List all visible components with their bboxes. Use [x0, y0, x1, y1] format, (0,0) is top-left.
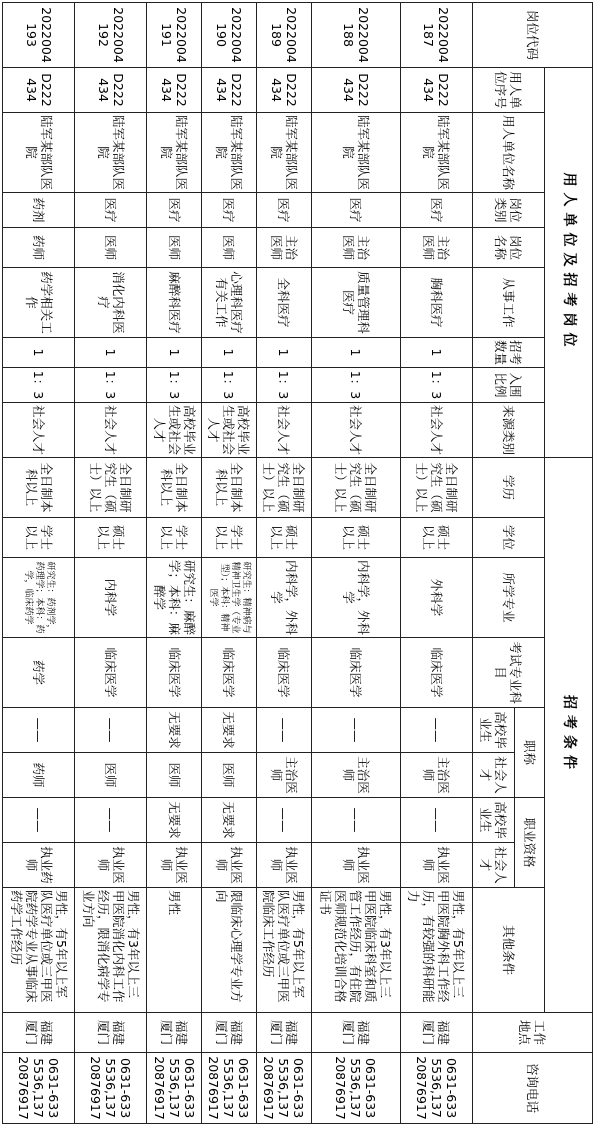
cell-count: 1 [400, 338, 472, 368]
cell-place: 福建厦门 [3, 1013, 75, 1053]
cell-source: 高校毕业生或社会人才 [147, 403, 202, 458]
cell-name: 医师 [202, 228, 257, 268]
cell-seq: D222434 [3, 68, 75, 113]
cell-other: 男性，有3年以上三甲医院临床科室和质管工作经历，有住院医师规范化培训合格证书 [311, 888, 400, 1013]
cell-other: 男性，有5年以上三甲医院胸外科工作经历，有较强的科研能力 [400, 888, 472, 1013]
cell-other: 男性，有5年以上军队医疗单位或三甲医院药学专业从事临床药学工作经历 [3, 888, 75, 1013]
table-row [3, 3, 75, 1124]
cell-qual-grad: 无要求 [202, 798, 257, 843]
cell-exam: 临床医学 [400, 638, 472, 708]
cell-code: 2022004191 [147, 3, 202, 68]
header-qual-social: 社会人才 [473, 843, 515, 888]
header-qual-group: 职业资格 [515, 798, 545, 888]
cell-name: 主治医师 [311, 228, 400, 268]
cell-exam: 临床医学 [256, 638, 311, 708]
cell-code: 2022004193 [3, 3, 75, 68]
header-title-social: 社会人才 [473, 753, 515, 798]
cell-work: 胸科医疗 [400, 268, 472, 338]
cell-qual-grad: —— [75, 798, 147, 843]
cell-type: 医疗 [147, 193, 202, 228]
header-ratio: 入围比例 [473, 368, 545, 403]
cell-exam: 临床医学 [75, 638, 147, 708]
cell-count: 1 [311, 338, 400, 368]
cell-phone: 0631-6335536,13720876917 [400, 1053, 472, 1124]
cell-place: 福建厦门 [400, 1013, 472, 1053]
cell-seq: D222434 [311, 68, 400, 113]
cell-ratio: 1：3 [202, 368, 257, 403]
cell-title-grad: —— [3, 708, 75, 753]
cell-title-grad: 无要求 [202, 708, 257, 753]
cell-degree: 硕士以上 [311, 518, 400, 558]
cell-qual-social: 执业医师 [400, 843, 472, 888]
cell-other: 男性，有5年以上军队医疗单位或三甲医院临床工作经历 [256, 888, 311, 1013]
cell-code: 2022004187 [400, 3, 472, 68]
cell-major: 外科学 [400, 558, 472, 638]
cell-phone: 0631-6335536,13720876917 [256, 1053, 311, 1124]
cell-qual-grad: —— [400, 798, 472, 843]
cell-other: 限临床心理学专业方向 [202, 888, 257, 1013]
cell-code: 2022004190 [202, 3, 257, 68]
header-qual-grad: 高校毕业生 [473, 798, 515, 843]
cell-qual-social: 执业药师 [3, 843, 75, 888]
cell-source: 社会人才 [400, 403, 472, 458]
cell-qual-grad: 无要求 [147, 798, 202, 843]
cell-unit: 陆军某部队医院 [147, 113, 202, 193]
cell-code: 2022004189 [256, 3, 311, 68]
recruitment-table [2, 2, 593, 1124]
cell-ratio: 1：3 [256, 368, 311, 403]
cell-exam: 临床医学 [311, 638, 400, 708]
table-row [202, 3, 257, 1124]
cell-work: 消化内科医疗 [75, 268, 147, 338]
cell-edu: 全日制本科以上 [202, 458, 257, 518]
cell-qual-social: 执业医师 [202, 843, 257, 888]
header-work-place: 工作地点 [473, 1013, 593, 1053]
cell-source: 高校毕业生或社会人才 [202, 403, 257, 458]
cell-title-social: 医师 [202, 753, 257, 798]
cell-other: 男性 [147, 888, 202, 1013]
cell-type: 医疗 [311, 193, 400, 228]
header-post-name: 岗位名称 [473, 228, 545, 268]
cell-seq: D222434 [202, 68, 257, 113]
cell-phone: 0631-6335536,13720876917 [202, 1053, 257, 1124]
cell-phone: 0631-6335536,13720876917 [75, 1053, 147, 1124]
cell-type: 医疗 [202, 193, 257, 228]
cell-edu: 全日制研究生（硕士）以上 [400, 458, 472, 518]
header-other: 其他条件 [473, 888, 545, 1013]
cell-name: 主治医师 [400, 228, 472, 268]
header-title-group: 职称 [515, 708, 545, 798]
cell-type: 药剂 [3, 193, 75, 228]
header-unit-seq: 用人单位序号 [473, 68, 545, 113]
cell-code: 2022004192 [75, 3, 147, 68]
header-unit-name: 用人单位名称 [473, 113, 545, 193]
cell-ratio: 1：3 [75, 368, 147, 403]
cell-degree: 学士以上 [147, 518, 202, 558]
cell-place: 福建厦门 [256, 1013, 311, 1053]
header-employer-group: 用人单位及招考岗位 [545, 68, 593, 458]
header-exam-subject: 考试专业科目 [473, 638, 545, 708]
cell-work: 药学相关工作 [3, 268, 75, 338]
cell-exam: 药学 [3, 638, 75, 708]
cell-title-social: 主治医师 [311, 753, 400, 798]
cell-title-social: 主治医师 [256, 753, 311, 798]
cell-count: 1 [147, 338, 202, 368]
cell-name: 主治医师 [256, 228, 311, 268]
cell-major: 研究生：麻醉学；本科：麻醉学 [147, 558, 202, 638]
cell-unit: 陆军某部队医院 [256, 113, 311, 193]
cell-edu: 全日制研究生（硕士）以上 [311, 458, 400, 518]
cell-unit: 陆军某部队医院 [400, 113, 472, 193]
cell-name: 医师 [75, 228, 147, 268]
cell-source: 社会人才 [256, 403, 311, 458]
table-row [256, 3, 311, 1124]
cell-qual-grad: —— [3, 798, 75, 843]
cell-source: 社会人才 [311, 403, 400, 458]
header-recruit-count: 招考数量 [473, 338, 545, 368]
table-row [147, 3, 202, 1124]
cell-major: 研究生：精神病与精神卫生学（专业型）；本科：精神医学 [202, 558, 257, 638]
header-major: 所学专业 [473, 558, 545, 638]
cell-degree: 硕士以上 [75, 518, 147, 558]
cell-degree: 学士以上 [3, 518, 75, 558]
cell-unit: 陆军某部队医院 [3, 113, 75, 193]
header-degree: 学位 [473, 518, 545, 558]
cell-source: 社会人才 [3, 403, 75, 458]
table-row [75, 3, 147, 1124]
cell-degree: 硕士以上 [256, 518, 311, 558]
cell-place: 福建厦门 [75, 1013, 147, 1053]
cell-seq: D222434 [256, 68, 311, 113]
cell-name: 医师 [147, 228, 202, 268]
cell-place: 福建厦门 [147, 1013, 202, 1053]
cell-edu: 全日制本科以上 [147, 458, 202, 518]
cell-degree: 硕士以上 [400, 518, 472, 558]
cell-title-grad: —— [256, 708, 311, 753]
cell-type: 医疗 [256, 193, 311, 228]
cell-edu: 全日制研究生（硕士）以上 [256, 458, 311, 518]
cell-work: 心理科医疗有关工作 [202, 268, 257, 338]
cell-other: 男性，有3年以上三甲医院消化内科工作经历，限消化病学专业方向 [75, 888, 147, 1013]
cell-ratio: 1：3 [3, 368, 75, 403]
cell-seq: D222434 [75, 68, 147, 113]
header-title-grad: 高校毕业生 [473, 708, 515, 753]
cell-title-social: 主治医师 [400, 753, 472, 798]
header-source: 来源类别 [473, 403, 545, 458]
cell-qual-grad: —— [256, 798, 311, 843]
cell-qual-social: 执业医师 [75, 843, 147, 888]
header-education: 学历 [473, 458, 545, 518]
cell-ratio: 1：3 [311, 368, 400, 403]
cell-count: 1 [75, 338, 147, 368]
cell-major: 研究生：药剂学，药理学；本科：药学，临床药学 [3, 558, 75, 638]
cell-edu: 全日制研究生（硕士）以上 [75, 458, 147, 518]
cell-qual-grad: —— [311, 798, 400, 843]
cell-code: 2022004188 [311, 3, 400, 68]
cell-unit: 陆军某部队医院 [311, 113, 400, 193]
cell-place: 福建厦门 [202, 1013, 257, 1053]
cell-work: 质量管理科医疗 [311, 268, 400, 338]
cell-degree: 学士以上 [202, 518, 257, 558]
cell-ratio: 1：3 [400, 368, 472, 403]
cell-count: 1 [3, 338, 75, 368]
cell-title-social: 药师 [3, 753, 75, 798]
cell-work: 全科医疗 [256, 268, 311, 338]
cell-qual-social: 执业医师 [311, 843, 400, 888]
cell-title-grad: —— [311, 708, 400, 753]
cell-qual-social: 执业医师 [147, 843, 202, 888]
header-phone: 咨询电话 [473, 1053, 593, 1124]
cell-major: 内科学 [75, 558, 147, 638]
header-post-type: 岗位类别 [473, 193, 545, 228]
header-post-code: 岗位代码 [473, 3, 593, 68]
cell-count: 1 [256, 338, 311, 368]
cell-count: 1 [202, 338, 257, 368]
cell-work: 麻醉科医疗 [147, 268, 202, 338]
cell-major: 内科学，外科学 [311, 558, 400, 638]
table-row [311, 3, 400, 1124]
cell-qual-social: 执业医师 [256, 843, 311, 888]
cell-place: 福建厦门 [311, 1013, 400, 1053]
cell-phone: 0631-6335536,13720876917 [311, 1053, 400, 1124]
cell-exam: 临床医学 [147, 638, 202, 708]
cell-unit: 陆军某部队医院 [202, 113, 257, 193]
cell-edu: 全日制本科以上 [3, 458, 75, 518]
cell-name: 药师 [3, 228, 75, 268]
cell-ratio: 1：3 [147, 368, 202, 403]
cell-type: 医疗 [75, 193, 147, 228]
cell-title-grad: —— [75, 708, 147, 753]
cell-seq: D222434 [147, 68, 202, 113]
cell-title-social: 医师 [147, 753, 202, 798]
cell-major: 内科学，外科学 [256, 558, 311, 638]
header-work-content: 从事工作 [473, 268, 545, 338]
cell-unit: 陆军某部队医院 [75, 113, 147, 193]
header-conditions-group: 招考条件 [545, 458, 593, 1013]
cell-phone: 0631-6335536,13720876917 [3, 1053, 75, 1124]
cell-title-social: 医师 [75, 753, 147, 798]
table-row [400, 3, 472, 1124]
cell-type: 医疗 [400, 193, 472, 228]
cell-title-grad: —— [400, 708, 472, 753]
cell-exam: 临床医学 [202, 638, 257, 708]
cell-source: 社会人才 [75, 403, 147, 458]
cell-phone: 0631-6335536,13720876917 [147, 1053, 202, 1124]
cell-title-grad: 无要求 [147, 708, 202, 753]
cell-seq: D222434 [400, 68, 472, 113]
